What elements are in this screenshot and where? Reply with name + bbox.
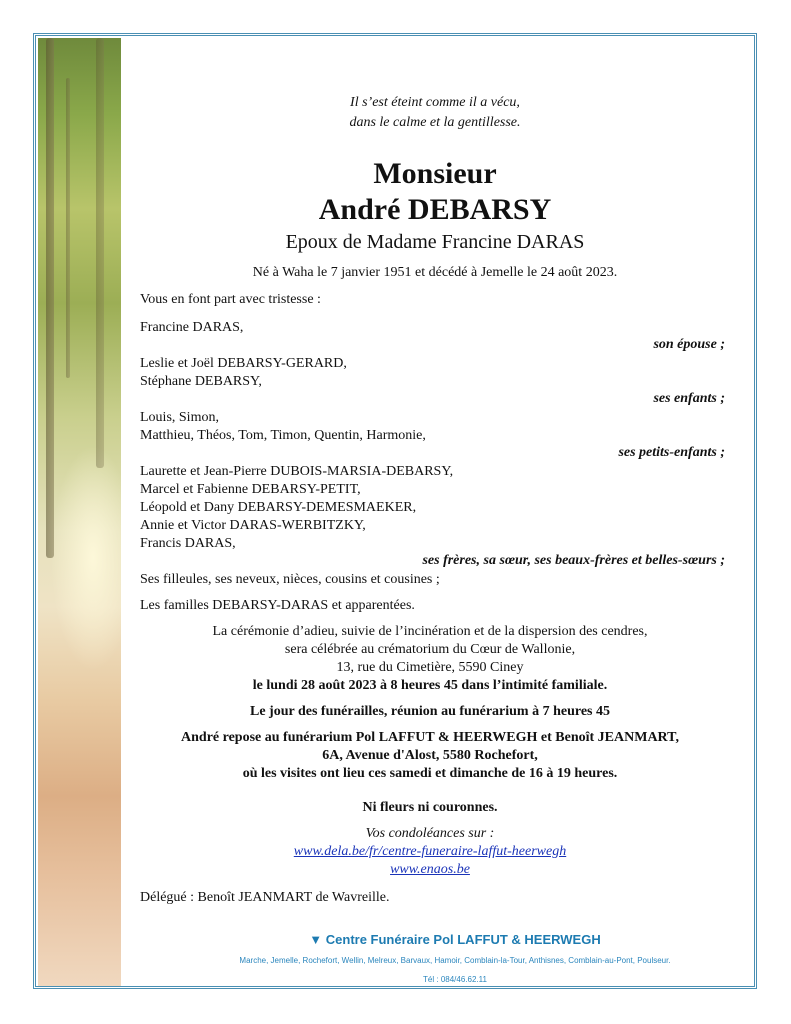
family-name: Louis, Simon, <box>140 410 219 425</box>
family-name: Leslie et Joël DEBARSY-GERARD, <box>140 356 347 371</box>
birth-death-line: Né à Waha le 7 janvier 1951 et décédé à Jemelle le 24 août 2023. <box>252 265 618 280</box>
families-line: Les familles DEBARSY-DARAS et apparentées. <box>140 598 415 613</box>
godchildren-line: Ses filleules, ses neveux, nièces, cousins et cousines ; <box>140 572 440 587</box>
rest-line-3: où les visites ont lieu ces samedi et dimanche de 16 à 19 heures. <box>242 766 618 781</box>
motto-line-1: Il s’est éteint comme il a vécu, <box>350 95 520 110</box>
family-name: Francine DARAS, <box>140 320 244 335</box>
family-name: Léopold et Dany DEBARSY-DEMESMAEKER, <box>140 500 417 515</box>
family-name: Laurette et Jean-Pierre DUBOIS-MARSIA-DEBARSY, <box>140 464 454 479</box>
family-name: Marcel et Fabienne DEBARSY-PETIT, <box>140 482 361 497</box>
meeting-line: Le jour des funérailles, réunion au funérarium à 7 heures 45 <box>250 704 610 719</box>
family-role: son épouse ; <box>653 337 725 352</box>
forest-path-photo <box>38 38 121 986</box>
condolences-line: Vos condoléances sur : <box>365 826 495 841</box>
ceremony-line-3: 13, rue du Cimetière, 5590 Ciney <box>336 660 524 675</box>
family-name: Annie et Victor DARAS-WERBITZKY, <box>140 518 366 533</box>
ceremony-date: le lundi 28 août 2023 à 8 heures 45 dans l’intimité familiale. <box>252 678 608 693</box>
rest-line-1: André repose au funérarium Pol LAFFUT & HEERWEGH et Benoît JEANMART, <box>181 730 679 745</box>
rest-line-2: 6A, Avenue d'Alost, 5580 Rochefort, <box>322 748 538 763</box>
condolence-link-enaos[interactable]: www.enaos.be <box>390 862 470 877</box>
delegate-line: Délégué : Benoît JEANMART de Wavreille. <box>140 890 390 905</box>
funeral-center-name: Centre Funéraire Pol LAFFUT & HEERWEGH <box>325 932 601 947</box>
footer-locations: Marche, Jemelle, Rochefort, Wellin, Melreux, Barvaux, Hamoir, Comblain-la-Tour, Anthisnes, Comblain-au-Pont, Poulseur. <box>239 956 671 965</box>
ceremony-line-2: sera célébrée au crématorium du Cœur de Wallonie, <box>284 642 576 657</box>
family-name: Francis DARAS, <box>140 536 236 551</box>
flowers-line: Ni fleurs ni couronnes. <box>362 800 498 815</box>
condolence-link-dela[interactable]: www.dela.be/fr/centre-funeraire-laffut-heerwegh <box>293 844 567 859</box>
family-role: ses petits-enfants ; <box>618 445 725 460</box>
deceased-title: Monsieur <box>373 157 497 190</box>
intro-line: Vous en font part avec tristesse : <box>140 292 321 307</box>
family-name: Matthieu, Théos, Tom, Timon, Quentin, Harmonie, <box>140 428 426 443</box>
footer-phone: Tél : 084/46.62.11 <box>423 975 487 984</box>
family-role: ses frères, sa sœur, ses beaux-frères et belles-sœurs ; <box>422 553 725 568</box>
deceased-name: André DEBARSY <box>318 193 552 226</box>
footer-title <box>125 932 785 947</box>
family-name: Stéphane DEBARSY, <box>140 374 262 389</box>
triangle-down-icon: ▼ <box>309 932 323 947</box>
motto-line-2: dans le calme et la gentillesse. <box>349 115 521 130</box>
ceremony-line-1: La cérémonie d’adieu, suivie de l’incinération et de la dispersion des cendres, <box>212 624 648 639</box>
spouse-line: Epoux de Madame Francine DARAS <box>285 231 585 253</box>
family-role: ses enfants ; <box>653 391 725 406</box>
